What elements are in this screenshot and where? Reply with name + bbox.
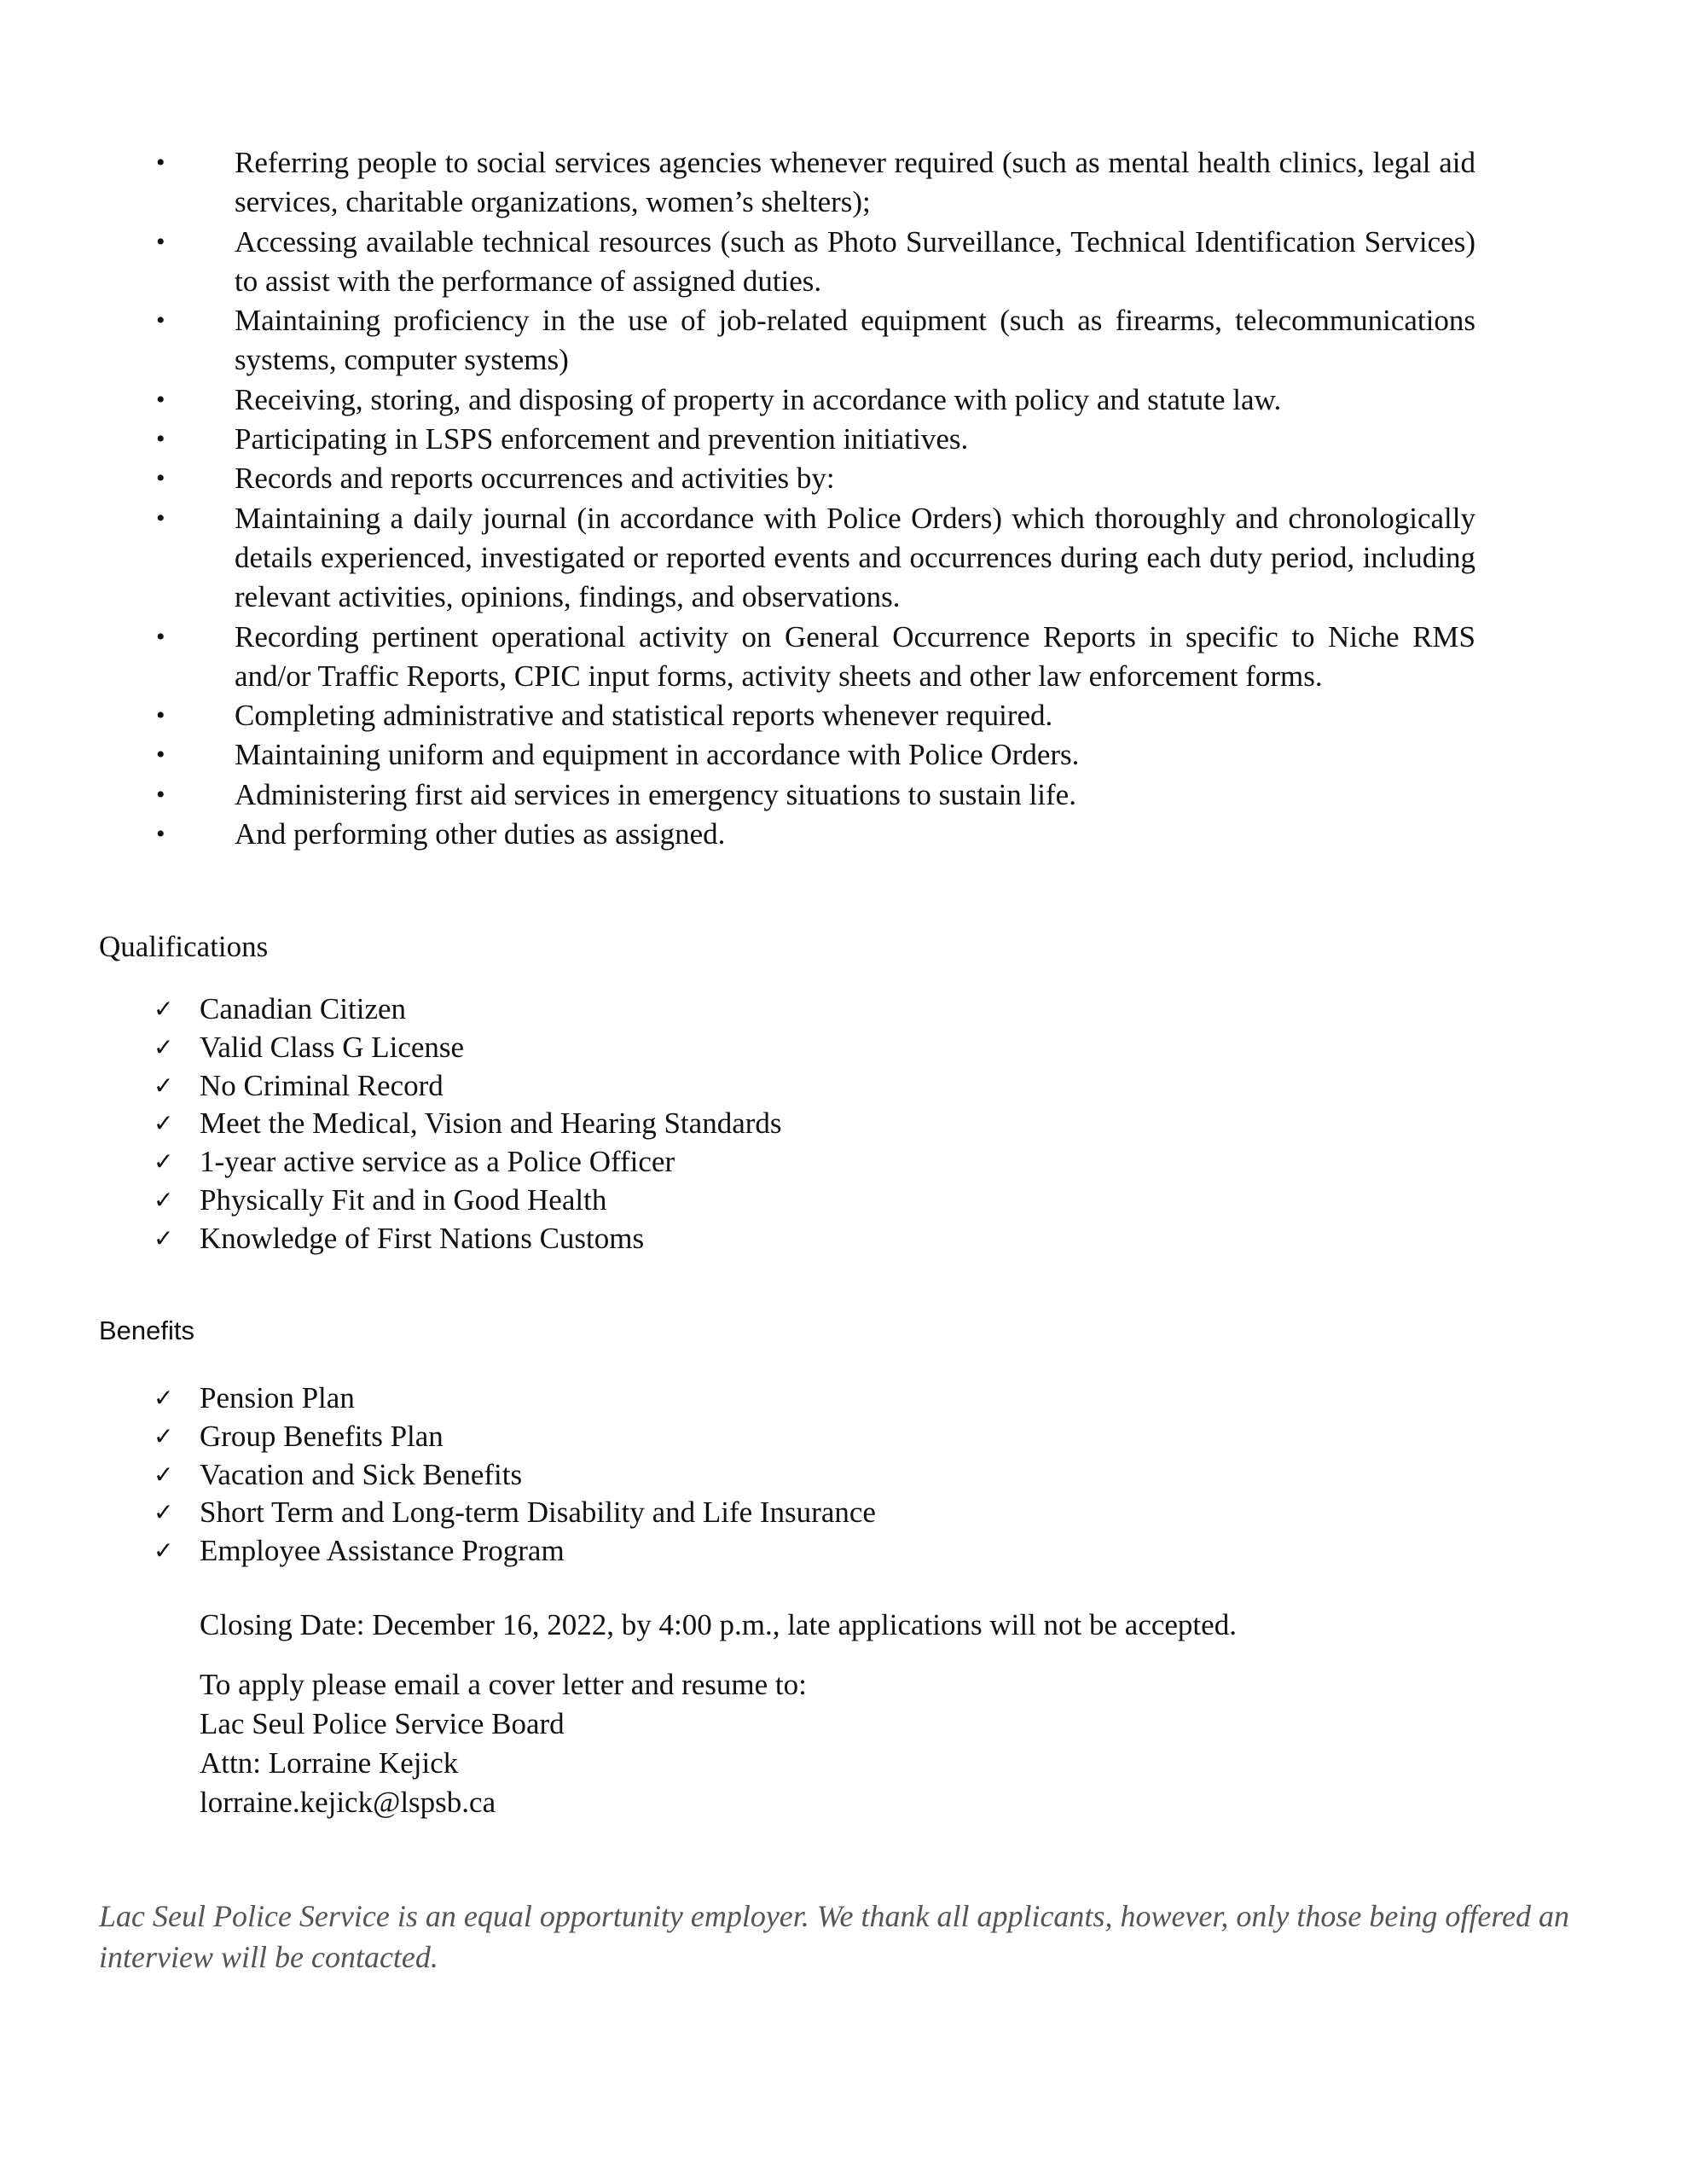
apply-email[interactable]: lorraine.kejick@lspsb.ca: [200, 1786, 496, 1819]
checkmark-icon: ✓: [154, 1536, 174, 1565]
checkmark-icon: ✓: [154, 1147, 174, 1176]
qualifications-item-text: Valid Class G License: [200, 1030, 465, 1064]
duty-item: [0, 143, 1475, 223]
benefits-item-text: Short Term and Long-term Disability and Life Insurance: [200, 1496, 876, 1530]
duty-item: [0, 301, 1475, 380]
bullet-icon: •: [156, 780, 165, 809]
checkmark-icon: ✓: [154, 1223, 174, 1252]
apply-instructions: [200, 1665, 807, 1822]
checkmark-icon: ✓: [154, 1460, 174, 1489]
bullet-icon: •: [156, 306, 165, 335]
apply-attention: Attn: Lorraine Kejick: [200, 1746, 459, 1780]
qualifications-item: [0, 1220, 782, 1258]
duty-text: Recording pertinent operational activity on General Occurrence Reports in specific to Niche RMS and/or Traffic Reports, CPIC input forms, activity sheets and other law enforcement forms.: [235, 619, 1475, 693]
qualifications-item-text: 1-year active service as a Police Officer: [200, 1145, 675, 1179]
bullet-icon: •: [156, 227, 165, 256]
equal-opportunity-statement: Lac Seul Police Service is an equal opportunity employer. We thank all applicants, however, only those being offered an interview will be contacted.: [99, 1899, 1569, 1974]
duty-item: [0, 696, 1475, 735]
closing-date: Closing Date: December 16, 2022, by 4:00 p.m., late applications will not be accepted.: [200, 1608, 1237, 1641]
benefits-item: [0, 1380, 876, 1418]
checkmark-icon: ✓: [154, 1032, 174, 1061]
duty-item: [0, 459, 1475, 498]
duty-item: [0, 775, 1475, 815]
qualifications-item: [0, 990, 782, 1029]
duty-text: Receiving, storing, and disposing of property in accordance with policy and statute law.: [235, 382, 1282, 416]
benefits-item-text: Vacation and Sick Benefits: [200, 1457, 523, 1491]
apply-intro: To apply please email a cover letter and resume to:: [200, 1668, 807, 1701]
qualifications-item: [0, 1182, 782, 1220]
benefits-item-text: Pension Plan: [200, 1381, 355, 1414]
duty-text: Maintaining proficiency in the use of job-related equipment (such as firearms, telecommunications systems, computer systems): [235, 304, 1475, 377]
bullet-icon: •: [156, 701, 165, 730]
bullet-icon: •: [156, 622, 165, 651]
duty-text: Administering first aid services in emergency situations to sustain life.: [235, 777, 1076, 811]
benefits-list: [0, 1380, 876, 1571]
duties-list: [0, 143, 1687, 854]
apply-organization: Lac Seul Police Service Board: [200, 1707, 565, 1740]
benefits-item: [0, 1456, 876, 1495]
duty-text: Referring people to social services agencies whenever required (such as mental health clinics, legal aid services, charitable organizations, women’s shelters);: [235, 146, 1475, 219]
duty-text: Records and reports occurrences and activities by:: [235, 462, 835, 496]
benefits-item-text: Group Benefits Plan: [200, 1419, 443, 1453]
qualifications-item-text: No Criminal Record: [200, 1068, 443, 1102]
duty-item: [0, 815, 1475, 854]
qualifications-heading: Qualifications: [99, 930, 269, 963]
benefits-item: [0, 1532, 876, 1571]
bullet-icon: •: [156, 425, 165, 454]
duty-item: [0, 420, 1475, 459]
qualifications-list: [0, 990, 782, 1258]
qualifications-item-text: Canadian Citizen: [200, 992, 407, 1025]
duty-item: [0, 618, 1475, 697]
qualifications-item: [0, 1029, 782, 1067]
checkmark-icon: ✓: [154, 1109, 174, 1138]
duty-text: Maintaining uniform and equipment in accordance with Police Orders.: [235, 738, 1080, 772]
benefits-item-text: Employee Assistance Program: [200, 1534, 565, 1568]
qualifications-item-text: Knowledge of First Nations Customs: [200, 1221, 645, 1255]
qualifications-item-text: Physically Fit and in Good Health: [200, 1182, 607, 1217]
bullet-icon: •: [156, 741, 165, 770]
duty-text: Participating in LSPS enforcement and prevention initiatives.: [235, 422, 969, 456]
duty-text: Maintaining a daily journal (in accordance with Police Orders) which thoroughly and chronologically details experienced, investigated or reported events and occurrences during each duty period, including relevant activities, opinions, findings, and observations.: [235, 501, 1475, 614]
qualifications-item: [0, 1067, 782, 1106]
duty-item: [0, 223, 1475, 302]
qualifications-item: [0, 1143, 782, 1182]
qualifications-item: [0, 1105, 782, 1143]
benefits-item: [0, 1494, 876, 1532]
bullet-icon: •: [156, 503, 165, 532]
checkmark-icon: ✓: [154, 1384, 174, 1412]
duty-item: [0, 380, 1475, 420]
duty-text: Completing administrative and statistical reports whenever required.: [235, 699, 1053, 733]
checkmark-icon: ✓: [154, 1498, 174, 1527]
duty-text: And performing other duties as assigned.: [235, 817, 726, 851]
bullet-icon: •: [156, 385, 165, 414]
benefits-heading: Benefits: [99, 1316, 195, 1345]
duty-item: [0, 735, 1475, 775]
duty-text: Accessing available technical resources (such as Photo Surveillance, Technical Identification Services) to assist with the performance of assigned duties.: [235, 224, 1475, 298]
checkmark-icon: ✓: [154, 1071, 174, 1100]
bullet-icon: •: [156, 464, 165, 493]
bullet-icon: •: [156, 148, 165, 177]
benefits-item: [0, 1418, 876, 1456]
checkmark-icon: ✓: [154, 995, 174, 1023]
qualifications-item-text: Meet the Medical, Vision and Hearing Standards: [200, 1107, 782, 1141]
checkmark-icon: ✓: [154, 1185, 174, 1214]
bullet-icon: •: [156, 820, 165, 849]
duty-item: [0, 499, 1475, 618]
checkmark-icon: ✓: [154, 1421, 174, 1450]
